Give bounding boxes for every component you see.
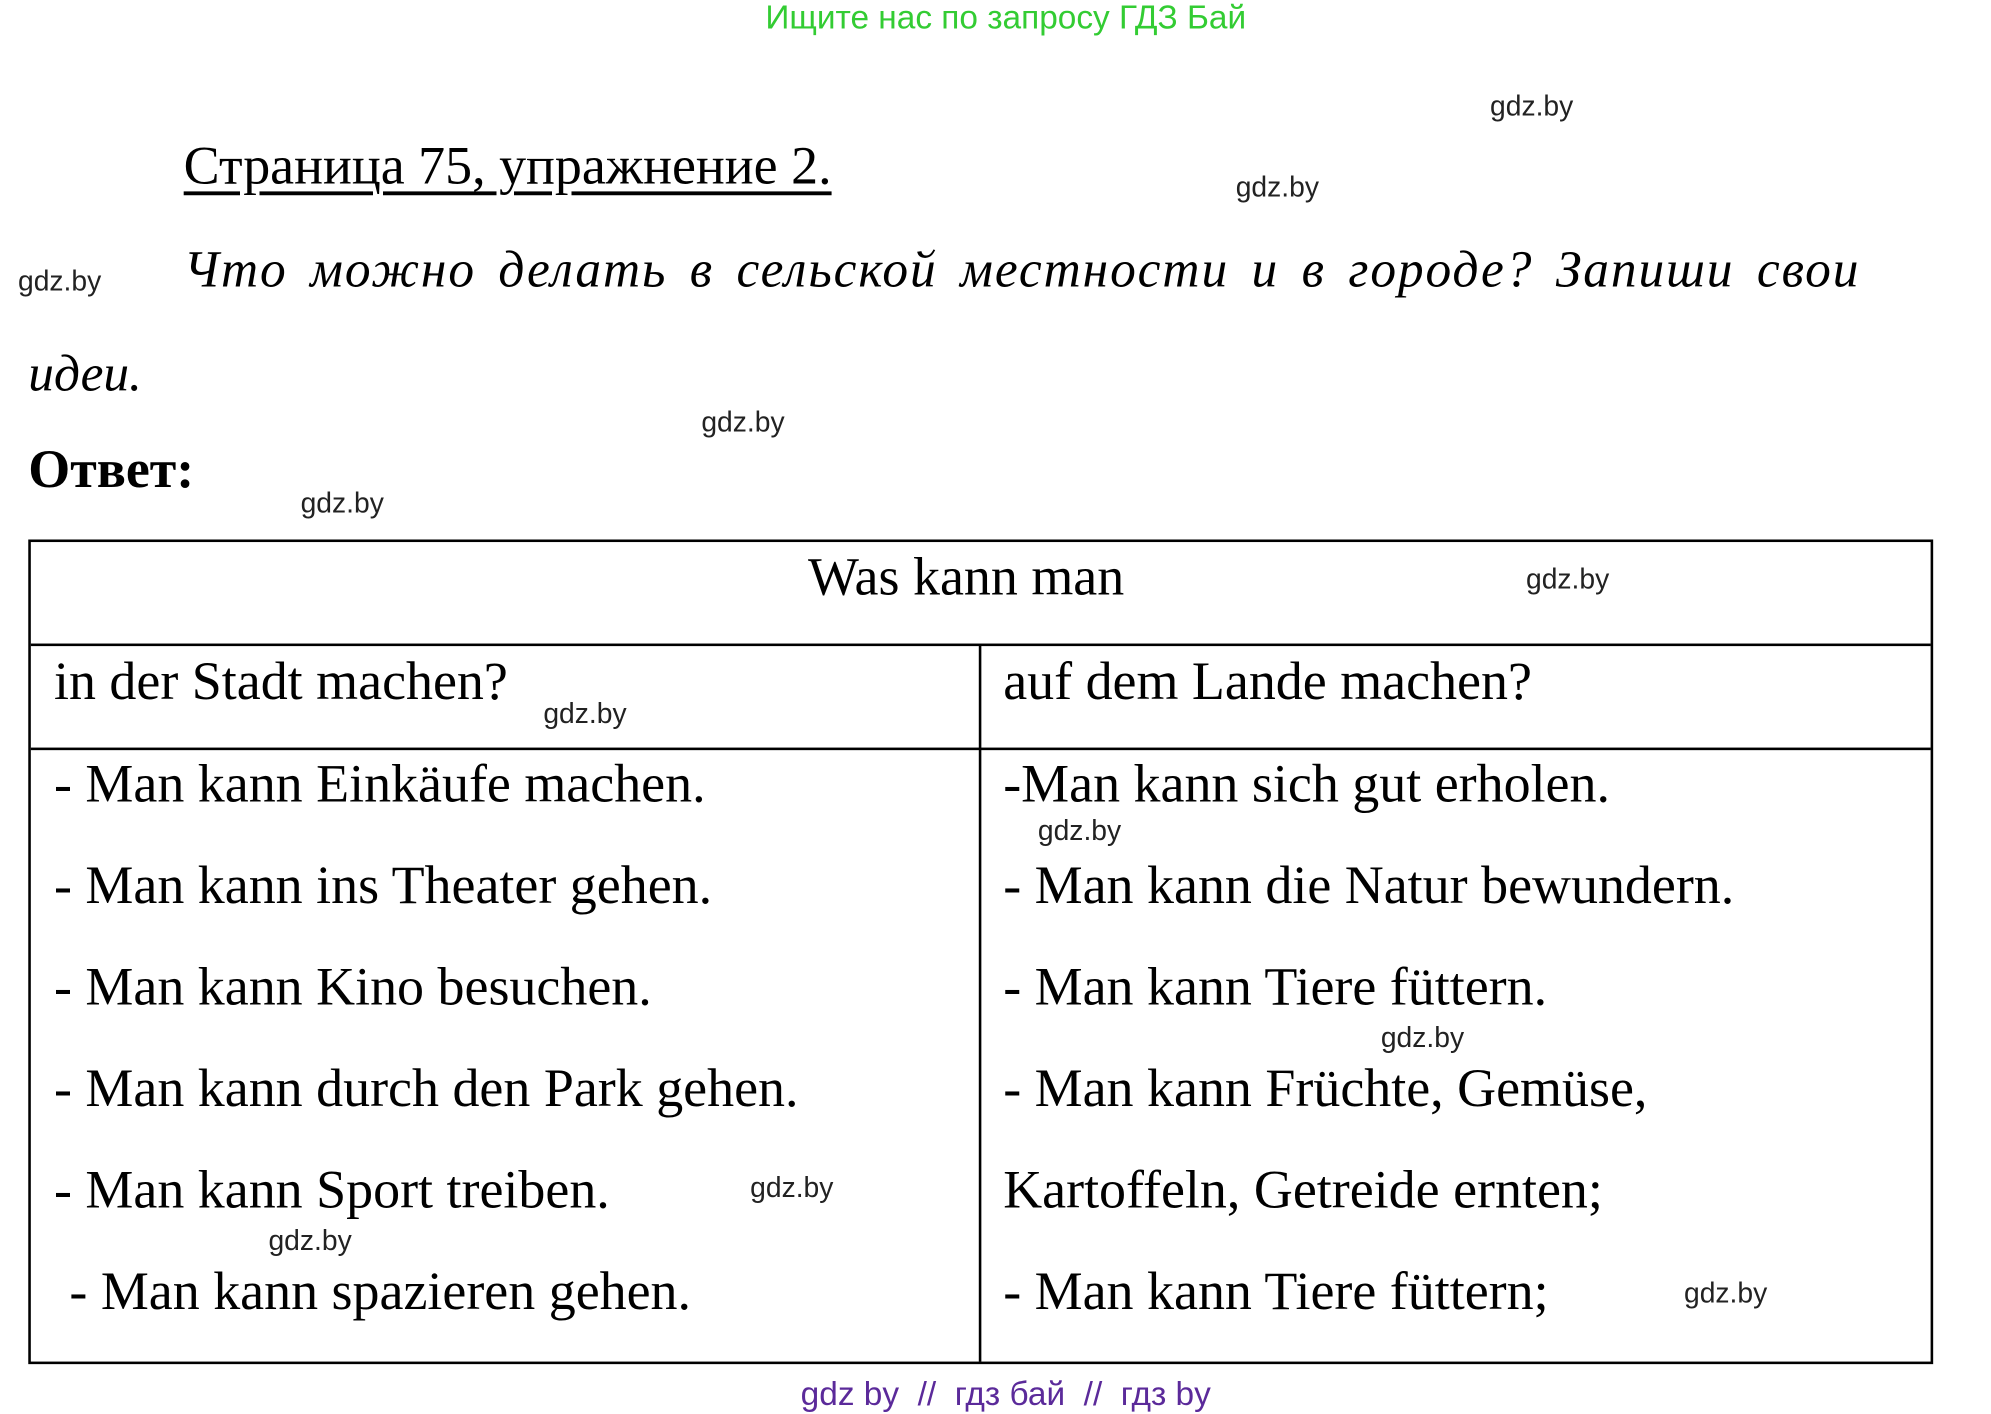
watermark: gdz.by: [1683, 1276, 1768, 1309]
watermark: gdz.by: [1235, 170, 1319, 203]
watermark: gdz.by: [300, 486, 384, 519]
column-header-city: in der Stadt machen?: [53, 652, 508, 712]
country-item: Kartoffeln, Getreide ernten;: [1003, 1161, 1603, 1221]
column-header-country: auf dem Lande machen?: [1003, 652, 1532, 712]
table-header: Was kann man: [807, 548, 1125, 608]
footer-links[interactable]: gdz by // гдз бай // гдз by: [800, 1374, 1211, 1413]
city-item: - Man kann Kino besuchen.: [53, 958, 652, 1018]
country-item: - Man kann Früchte, Gemüse,: [1003, 1059, 1648, 1119]
city-item: - Man kann Sport treiben.: [53, 1161, 610, 1221]
watermark: gdz.by: [701, 405, 785, 439]
table-column-divider: [979, 645, 982, 1362]
watermark: gdz.by: [1525, 562, 1610, 595]
question-text-continued: идеи.: [28, 344, 142, 403]
watermark: gdz.by: [543, 697, 627, 730]
watermark: gdz.by: [1490, 89, 1574, 123]
watermark: gdz.by: [268, 1224, 352, 1257]
country-item: -Man kann sich gut erholen.: [1003, 755, 1610, 815]
city-item: - Man kann Einkäufe machen.: [53, 755, 706, 815]
page-title: Страница 75, упражнение 2.: [183, 137, 832, 197]
question-text: Что можно делать в сельской местности и в городе? Запиши свои: [183, 240, 1861, 299]
watermark: gdz.by: [750, 1171, 834, 1204]
watermark: gdz.by: [1380, 1021, 1465, 1054]
city-item: - Man kann ins Theater gehen.: [53, 856, 713, 916]
watermark: gdz.by: [17, 264, 102, 297]
watermark: gdz.by: [1037, 814, 1122, 847]
country-item: - Man kann Tiere füttern;: [1003, 1262, 1549, 1322]
country-item: - Man kann Tiere füttern.: [1003, 958, 1548, 1018]
city-item: - Man kann durch den Park gehen.: [53, 1059, 799, 1119]
city-item: - Man kann spazieren gehen.: [69, 1262, 692, 1322]
answer-label: Ответ:: [28, 440, 195, 500]
country-item: - Man kann die Natur bewundern.: [1003, 856, 1735, 916]
top-banner[interactable]: Ищите нас по запросу ГДЗ Бай: [765, 0, 1247, 36]
